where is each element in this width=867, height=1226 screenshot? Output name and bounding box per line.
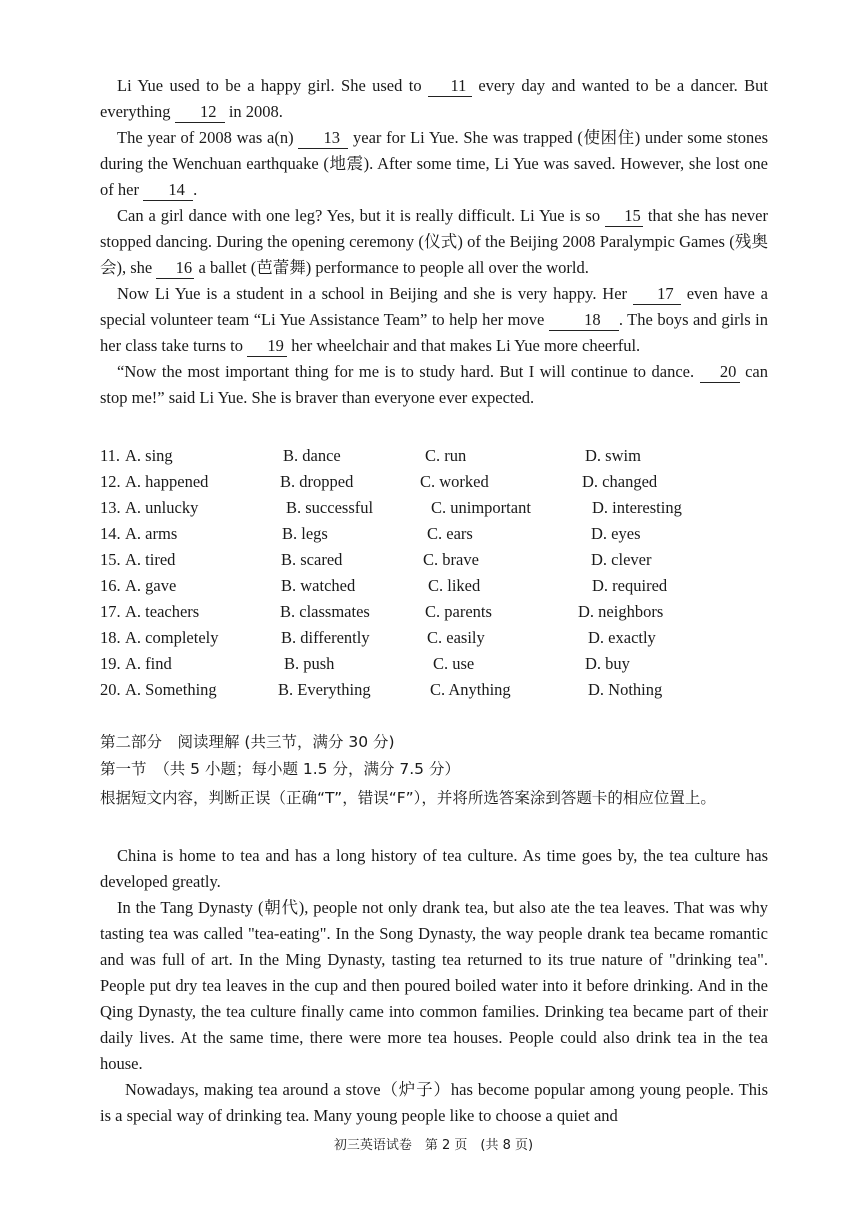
- part2-title: 第二部分 阅读理解 (共三节，满分 30 分): [100, 733, 395, 751]
- option-a: A. completely: [125, 628, 219, 647]
- cloze-text: that she has never stopped dancing. During the opening ceremony (仪式) of the Beijing 2008 Paralympic Games (残奥会), she: [100, 206, 768, 277]
- page-footer: 初三英语试卷 第 2 页 (共 8 页): [333, 1138, 534, 1153]
- blank-18: 18: [549, 310, 619, 331]
- option-a: A. find: [125, 654, 172, 673]
- option-d: D. clever: [591, 550, 652, 569]
- blank-19: 19: [247, 336, 287, 357]
- reading-paragraph-3: Nowadays, making tea around a stove（炉子）has become popular among young people. This is a special way of drinking tea. Many young people like to choose a quiet and: [100, 1080, 768, 1125]
- option-b: B. legs: [282, 524, 328, 543]
- option-d: D. buy: [585, 654, 630, 673]
- cloze-paragraph-1: [100, 73, 768, 125]
- option-c: C. use: [433, 654, 475, 673]
- cloze-text: her wheelchair and that makes Li Yue more cheerful.: [287, 336, 641, 355]
- question-number: 17.: [100, 602, 121, 621]
- blank-13: 13: [298, 128, 348, 149]
- reading-paragraph-1: China is home to tea and has a long history of tea culture. As time goes by, the tea culture has developed greatly.: [100, 846, 768, 891]
- instruction-text: 根据短文内容，判断正误（正确“T”，错误“F”），并将所选答案涂到答题卡的相应位置上。: [100, 789, 716, 807]
- option-c: C. brave: [423, 550, 479, 569]
- question-13: [100, 495, 780, 521]
- question-14: [100, 521, 780, 547]
- option-d: D. required: [592, 576, 668, 595]
- cloze-text: a ballet (芭蕾舞) performance to people all over the world.: [194, 258, 589, 277]
- cloze-text: year for Li Yue. She was trapped (使困住) under some stones during the Wenchuan earthquake (地震). After some time, Li Yue was saved. However, she lost one of her: [100, 128, 768, 199]
- option-b: B. dropped: [280, 472, 354, 491]
- option-c: C. unimportant: [431, 498, 531, 517]
- option-d: D. swim: [585, 446, 641, 465]
- option-c: C. parents: [425, 602, 492, 621]
- option-d: D. eyes: [591, 524, 641, 543]
- option-a: A. happened: [125, 472, 209, 491]
- cloze-text: .: [193, 180, 198, 199]
- option-d: D. interesting: [592, 498, 682, 517]
- question-number: 13.: [100, 498, 121, 517]
- question-16: [100, 573, 780, 599]
- option-a: A. Something: [125, 680, 217, 699]
- option-a: A. gave: [125, 576, 177, 595]
- option-b: B. differently: [281, 628, 370, 647]
- option-c: C. worked: [420, 472, 489, 491]
- cloze-text: Li Yue used to be a happy girl. She used to: [117, 76, 428, 95]
- option-c: C. liked: [428, 576, 481, 595]
- cloze-text: . The boys and girls in her class take turns to: [100, 310, 768, 355]
- cloze-text: Now Li Yue is a student in a school in Beijing and she is very happy. Her: [117, 284, 633, 303]
- section1-title: 第一节 （共 5 小题；每小题 1.5 分，满分 7.5 分）: [100, 760, 460, 778]
- blank-14: 14: [143, 180, 193, 201]
- option-d: D. Nothing: [588, 680, 663, 699]
- option-a: A. sing: [125, 446, 173, 465]
- cloze-text: Can a girl dance with one leg? Yes, but it is really difficult. Li Yue is so: [117, 206, 605, 225]
- question-number: 18.: [100, 628, 121, 647]
- question-19: [100, 651, 780, 677]
- option-d: D. changed: [582, 472, 658, 491]
- question-number: 11.: [100, 446, 121, 465]
- option-b: B. dance: [283, 446, 341, 465]
- option-b: B. Everything: [278, 680, 371, 699]
- option-d: D. neighbors: [578, 602, 664, 621]
- cloze-paragraph-2: [100, 125, 768, 203]
- answer-options: [100, 443, 780, 703]
- question-number: 12.: [100, 472, 121, 491]
- question-number: 20.: [100, 680, 121, 699]
- cloze-paragraph-4: [100, 281, 768, 359]
- question-number: 16.: [100, 576, 121, 595]
- cloze-paragraph-5: [100, 359, 768, 411]
- question-12: [100, 469, 780, 495]
- reading-paragraph-2: In the Tang Dynasty (朝代), people not only drank tea, but also ate the tea leaves. That was why tasting tea was called "tea-eating". In the Song Dynasty, the way people drank tea became romantic and was full of art. In the Ming Dynasty, tasting tea returned to its true nature of "drinking tea". People put dry tea leaves in the cup and then poured boiled water into it before drinking. And in the Qing Dynasty, the tea culture finally came into common families. Drinking tea became part of their daily lives. At the same time, there were more tea houses. People could also drink tea in the tea house.: [100, 898, 768, 1073]
- option-b: B. scared: [281, 550, 343, 569]
- question-17: [100, 599, 780, 625]
- blank-17: 17: [633, 284, 681, 305]
- reading-passage: [100, 843, 768, 1129]
- question-11: [100, 443, 780, 469]
- option-c: C. easily: [427, 628, 485, 647]
- cloze-text: even have a special volunteer team “Li Yue Assistance Team” to help her move: [100, 284, 768, 329]
- blank-12: 12: [175, 102, 225, 123]
- cloze-text: every day and wanted to be a dancer. But everything: [100, 76, 768, 121]
- question-15: [100, 547, 780, 573]
- cloze-text: The year of 2008 was a(n): [117, 128, 299, 147]
- option-b: B. watched: [281, 576, 356, 595]
- option-b: B. classmates: [280, 602, 370, 621]
- cloze-text: in 2008.: [224, 102, 283, 121]
- question-number: 19.: [100, 654, 121, 673]
- question-number: 15.: [100, 550, 121, 569]
- blank-16: 16: [156, 258, 194, 279]
- cloze-paragraph-3: [100, 203, 768, 281]
- option-a: A. teachers: [125, 602, 200, 621]
- blank-15: 15: [605, 206, 643, 227]
- question-18: [100, 625, 780, 651]
- option-b: B. successful: [286, 498, 374, 517]
- option-d: D. exactly: [588, 628, 656, 647]
- option-c: C. Anything: [430, 680, 511, 699]
- option-a: A. tired: [125, 550, 176, 569]
- option-a: A. arms: [125, 524, 178, 543]
- option-c: C. ears: [427, 524, 473, 543]
- cloze-text: “Now the most important thing for me is to study hard. But I will continue to dance.: [117, 362, 700, 381]
- cloze-passage: [100, 73, 768, 411]
- blank-20: 20: [700, 362, 740, 383]
- cloze-text: can stop me!” said Li Yue. She is braver than everyone ever expected.: [100, 362, 768, 407]
- question-number: 14.: [100, 524, 121, 543]
- option-a: A. unlucky: [125, 498, 199, 517]
- question-20: [100, 677, 780, 703]
- option-c: C. run: [425, 446, 467, 465]
- option-b: B. push: [284, 654, 335, 673]
- blank-11: 11: [428, 76, 472, 97]
